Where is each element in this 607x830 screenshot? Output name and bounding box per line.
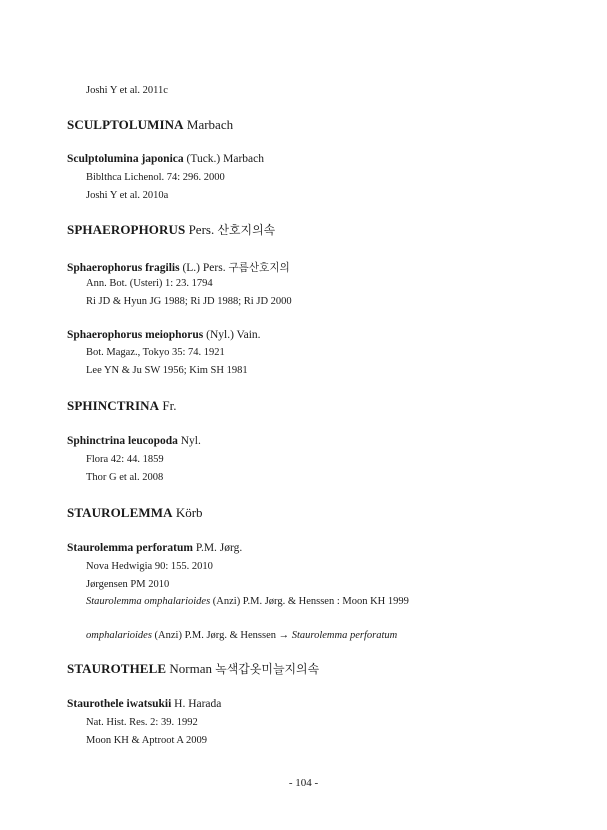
genus-author: Fr. bbox=[162, 398, 177, 413]
genus-korean-name: 산호지의속 bbox=[217, 223, 276, 237]
species-author: Nyl. bbox=[180, 435, 201, 447]
genus-name: SPHAEROPHORUS bbox=[67, 222, 186, 237]
reference-line: Moon KH & Aptroot A 2009 bbox=[86, 735, 208, 746]
synonym-name: Staurolemma omphalarioides bbox=[86, 596, 211, 607]
reference-line: Nat. Hist. Res. 2: 39. 1992 bbox=[86, 717, 198, 728]
species-author: (Tuck.) Marbach bbox=[186, 153, 265, 165]
cross-reference-line bbox=[86, 630, 397, 641]
genus-author: Norman bbox=[169, 661, 212, 676]
species-heading bbox=[67, 153, 264, 165]
species-author: (Nyl.) Vain. bbox=[206, 329, 261, 341]
species-heading bbox=[67, 698, 221, 710]
reference-line: Ri JD & Hyun JG 1988; Ri JD 1988; Ri JD 2000 bbox=[86, 296, 292, 307]
species-name: Staurolemma perforatum bbox=[67, 542, 193, 554]
species-author: (L.) Pers. bbox=[182, 262, 226, 274]
species-name: Sphaerophorus fragilis bbox=[67, 262, 180, 274]
genus-name: SPHINCTRINA bbox=[67, 398, 160, 413]
genus-name: STAUROLEMMA bbox=[67, 505, 173, 520]
reference-line: Biblthca Lichenol. 74: 296. 2000 bbox=[86, 172, 225, 183]
genus-heading bbox=[67, 505, 203, 521]
reference-line: Nova Hedwigia 90: 155. 2010 bbox=[86, 561, 213, 572]
species-name: Sculptolumina japonica bbox=[67, 153, 184, 165]
reference-line: Ann. Bot. (Usteri) 1: 23. 1794 bbox=[86, 278, 213, 289]
genus-author: Körb bbox=[175, 505, 203, 520]
reference-line: Lee YN & Ju SW 1956; Kim SH 1981 bbox=[86, 365, 248, 376]
genus-korean-name: 녹색갑옷미늘지의속 bbox=[215, 662, 320, 676]
page-number: - 104 - bbox=[288, 777, 319, 789]
genus-name: SCULPTOLUMINA bbox=[67, 117, 184, 132]
arrow-icon: → bbox=[278, 630, 290, 641]
genus-heading bbox=[67, 398, 176, 414]
reference-line: Bot. Magaz., Tokyo 35: 74. 1921 bbox=[86, 347, 225, 358]
crossref-epithet: omphalarioides bbox=[86, 630, 152, 641]
reference-line: Jørgensen PM 2010 bbox=[86, 579, 170, 590]
species-heading bbox=[67, 260, 290, 275]
species-name: Sphinctrina leucopoda bbox=[67, 435, 178, 447]
genus-author: Pers. bbox=[188, 222, 215, 237]
crossref-author: (Anzi) P.M. Jørg. & Henssen bbox=[154, 630, 276, 641]
species-author: P.M. Jørg. bbox=[195, 542, 243, 554]
species-name: Staurothele iwatsukii bbox=[67, 698, 172, 710]
synonym-reference-line bbox=[86, 596, 409, 607]
species-heading bbox=[67, 329, 261, 341]
genus-heading bbox=[67, 117, 233, 133]
reference-line: Joshi Y et al. 2011c bbox=[86, 85, 168, 96]
genus-heading bbox=[67, 221, 275, 238]
synonym-citation: (Anzi) P.M. Jørg. & Henssen : Moon KH 1999 bbox=[212, 596, 409, 607]
genus-name: STAUROTHELE bbox=[67, 661, 167, 676]
genus-author: Marbach bbox=[186, 117, 234, 132]
crossref-target: Staurolemma perforatum bbox=[291, 630, 398, 641]
species-heading bbox=[67, 435, 201, 447]
species-name: Sphaerophorus meiophorus bbox=[67, 329, 204, 341]
reference-line: Flora 42: 44. 1859 bbox=[86, 454, 164, 465]
species-korean-name: 구름산호지의 bbox=[228, 262, 290, 274]
reference-line: Thor G et al. 2008 bbox=[86, 472, 164, 483]
species-heading bbox=[67, 542, 242, 554]
genus-heading bbox=[67, 660, 319, 677]
reference-line: Joshi Y et al. 2010a bbox=[86, 190, 169, 201]
species-author: H. Harada bbox=[174, 698, 222, 710]
